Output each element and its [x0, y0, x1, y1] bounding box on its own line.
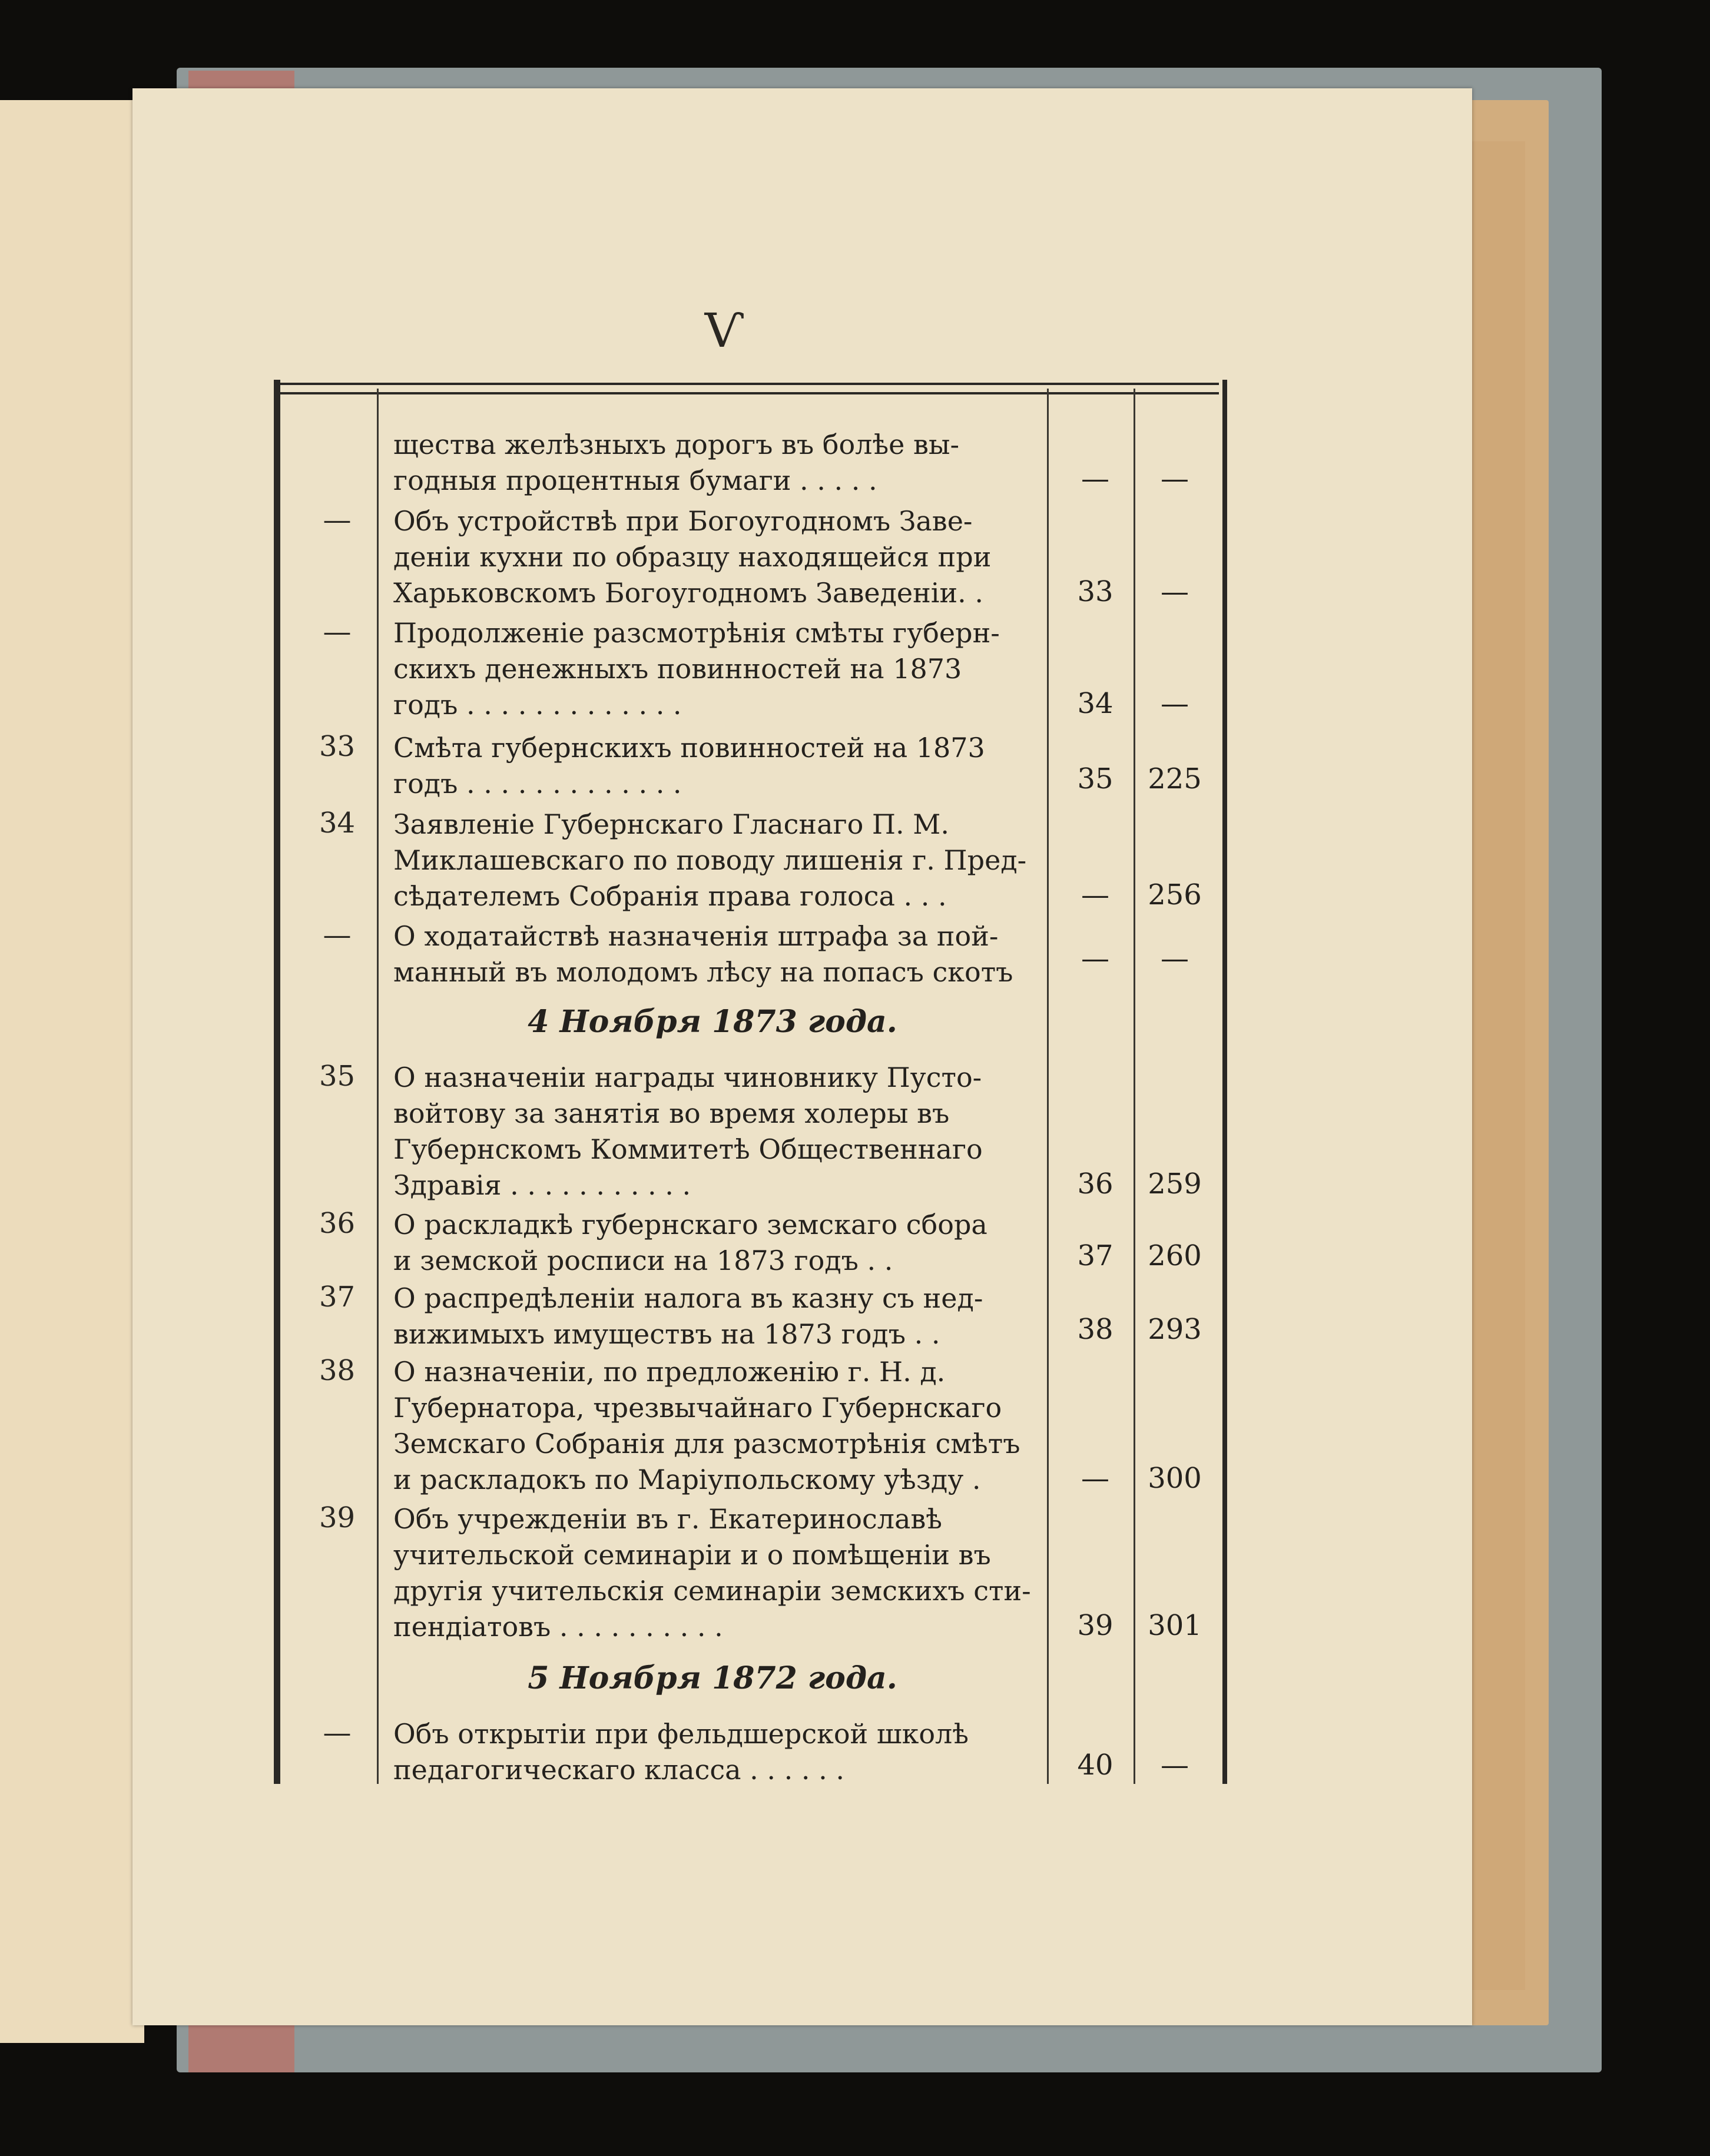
entry-number: —: [323, 503, 352, 536]
entry-number: 36: [319, 1207, 356, 1240]
page-ref: —: [1081, 942, 1109, 975]
paper-ref: 260: [1148, 1239, 1202, 1272]
page-ref: 37: [1077, 1239, 1114, 1272]
page-ref: 39: [1077, 1609, 1114, 1642]
paper-ref: —: [1161, 462, 1189, 495]
entry-text: О назначеніи награды чиновнику Пусто- войтову за занятія во время холеры въ Губернскомъ Коммитетѣ Общественнаго Здравія . . . . . . . . . . .: [393, 1062, 983, 1201]
page-ref: 38: [1077, 1313, 1114, 1346]
page-ref: 34: [1077, 687, 1114, 720]
entry-number: 38: [319, 1354, 356, 1387]
page-number: Ѵ: [704, 303, 745, 358]
entry-text: Смѣта губернскихъ повинностей на 1873 годъ . . . . . . . . . . . . .: [393, 732, 985, 800]
page-ref: 33: [1077, 575, 1114, 608]
date-heading: 4 Ноября 1873 года.: [528, 1004, 897, 1040]
entry-text: О раскладкѣ губернскаго земскаго сбора и земской росписи на 1873 годъ . .: [393, 1209, 987, 1276]
entry-text: Заявленіе Губернскаго Гласнаго П. М. Миклашевскаго по поводу лишенія г. Пред- сѣдателемъ Собранія права голоса . . .: [393, 808, 1027, 912]
entry-text: О ходатайствѣ назначенія штрафа за пой- манный въ молодомъ лѣсу на попасъ скотъ: [393, 920, 1013, 988]
entry-number: 34: [319, 807, 356, 840]
entry-text: О назначеніи, по предложенію г. Н. д. Губернатора, чрезвычайнаго Губернскаго Земскаго Собранія для разсмотрѣнія смѣтъ и раскладокъ по Маріупольскому уѣзду .: [393, 1356, 1020, 1495]
paper-ref: —: [1161, 575, 1189, 608]
entry-number: —: [323, 1716, 352, 1749]
entry-text: Объ учрежденіи въ г. Екатеринославѣ учительской семинаріи и о помѣщеніи въ другія учительскія семинаріи земскихъ сти- пендіатовъ . . . . . . . . . .: [393, 1503, 1031, 1643]
column-divider: [1047, 389, 1049, 1784]
entry-number: 39: [319, 1501, 356, 1534]
paper-ref: 300: [1148, 1462, 1202, 1495]
paper-ref: —: [1161, 942, 1189, 975]
paper-ref: 256: [1148, 878, 1202, 911]
date-heading: 5 Ноября 1872 года.: [528, 1660, 897, 1696]
entry-number: —: [323, 918, 352, 951]
entry-text: щества желѣзныхъ дорогъ въ болѣе вы- годныя процентныя бумаги . . . . .: [393, 429, 960, 496]
page-ref: —: [1081, 878, 1109, 911]
entry-text: Объ открытіи при фельдшерской школѣ педагогическаго класса . . . . . .: [393, 1718, 969, 1786]
paper-ref: 259: [1148, 1167, 1202, 1200]
entry-text: О распредѣленіи налога въ казну съ нед- вижимыхъ имуществъ на 1873 годъ . .: [393, 1282, 983, 1350]
entry-number: 35: [319, 1060, 356, 1093]
page-ref: 35: [1077, 762, 1114, 795]
entry-number: 37: [319, 1281, 356, 1313]
entry-number: —: [323, 615, 352, 648]
entry-number: 33: [319, 730, 356, 763]
paper-ref: 225: [1148, 762, 1202, 795]
paper-ref: 293: [1148, 1313, 1202, 1346]
page-ref: —: [1081, 462, 1109, 495]
table-top-rule: [274, 383, 1219, 394]
entry-text: Продолженіе разсмотрѣнія смѣты губерн- скихъ денежныхъ повинностей на 1873 годъ . . . . . . . . . . . . .: [393, 617, 1000, 721]
page-ref: 40: [1077, 1749, 1114, 1782]
page-ref: —: [1081, 1462, 1109, 1495]
paper-ref: —: [1161, 687, 1189, 720]
page-ref: 36: [1077, 1167, 1114, 1200]
facing-page-edge: [0, 100, 144, 2043]
entry-text: Объ устройствѣ при Богоугодномъ Заве- деніи кухни по образцу находящейся при Харьковскомъ Богоугодномъ Заведеніи. .: [393, 505, 992, 609]
paper-ref: —: [1161, 1749, 1189, 1782]
paper-ref: 301: [1148, 1609, 1202, 1642]
